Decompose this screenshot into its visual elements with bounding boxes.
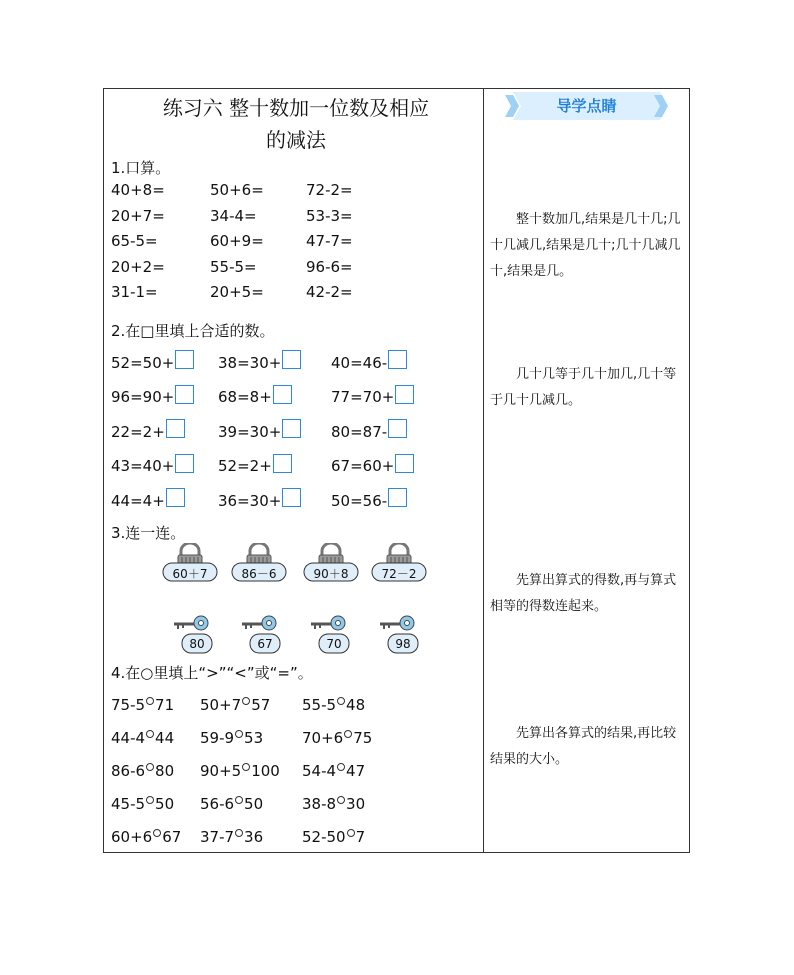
compare-left: 45-5 xyxy=(111,795,146,813)
fill-box-expression: 96=90+ xyxy=(111,388,175,406)
compare-item xyxy=(200,696,270,714)
answer-box[interactable] xyxy=(166,419,185,438)
answer-box[interactable] xyxy=(175,454,194,473)
lock-expression: 60＋7 xyxy=(172,567,208,581)
compare-item xyxy=(111,696,174,714)
compare-circle[interactable] xyxy=(235,829,243,837)
answer-box[interactable] xyxy=(282,350,301,369)
oral-calc-item: 60+9= xyxy=(210,232,264,250)
key-number: 67 xyxy=(257,637,273,651)
answer-box[interactable] xyxy=(166,488,185,507)
fill-box-expression: 22=2+ xyxy=(111,422,165,441)
fill-box-item xyxy=(331,353,407,372)
compare-item xyxy=(111,729,174,747)
answer-box[interactable] xyxy=(273,454,292,473)
compare-right: 80 xyxy=(155,762,175,780)
fill-box-expression: 43=40+ xyxy=(111,457,175,475)
answer-box[interactable] xyxy=(282,419,301,438)
oral-calc-item: 20+2= xyxy=(111,257,165,276)
oral-calc-item: 42-2= xyxy=(306,283,353,301)
compare-right: 30 xyxy=(346,795,366,813)
answer-box[interactable] xyxy=(282,488,301,507)
compare-item xyxy=(200,762,280,780)
compare-left: 37-7 xyxy=(200,828,235,846)
fill-box-item xyxy=(331,491,407,510)
answer-box[interactable] xyxy=(395,454,414,473)
oral-calc-item: 65-5= xyxy=(111,232,158,250)
oral-calc-item: 34-4= xyxy=(210,206,257,225)
compare-circle[interactable] xyxy=(146,763,154,771)
compare-right: 36 xyxy=(244,828,264,846)
guide-banner-title: 导学点睛 xyxy=(556,97,617,115)
compare-left: 44-4 xyxy=(111,729,146,747)
compare-left: 56-6 xyxy=(200,795,235,813)
fill-box-expression: 38=30+ xyxy=(218,353,282,372)
compare-circle[interactable] xyxy=(235,796,243,804)
key-number: 80 xyxy=(189,637,205,651)
compare-item xyxy=(111,762,174,780)
fill-box-expression: 44=4+ xyxy=(111,491,165,510)
compare-circle[interactable] xyxy=(344,730,352,738)
compare-item xyxy=(302,795,365,813)
fill-box-item xyxy=(218,388,292,407)
title-line-2: 的减法 xyxy=(266,128,326,152)
compare-left: 90+5 xyxy=(200,762,242,780)
lock-expression: 86－6 xyxy=(241,567,277,581)
tip-2: 几十几等于几十加几,几十等于几十几减几。 xyxy=(490,367,677,408)
fill-box-item xyxy=(331,388,414,407)
key-number: 70 xyxy=(326,637,342,651)
title-line-1: 练习六 整十数加一位数及相应 xyxy=(162,96,430,120)
fill-box-expression: 39=30+ xyxy=(218,422,282,441)
oral-calc-item: 40+8= xyxy=(111,181,165,199)
compare-circle[interactable] xyxy=(337,796,345,804)
compare-item xyxy=(302,762,365,780)
section2-heading: 2.在□里填上合适的数。 xyxy=(111,322,275,340)
compare-left: 55-5 xyxy=(302,696,337,714)
fill-box-item xyxy=(331,457,414,476)
key-number: 98 xyxy=(395,637,411,651)
compare-left: 54-4 xyxy=(302,762,337,780)
fill-box-item xyxy=(218,491,301,510)
compare-circle[interactable] xyxy=(235,730,243,738)
compare-right: 48 xyxy=(346,696,366,714)
fill-box-expression: 52=50+ xyxy=(111,353,175,372)
section3-heading: 3.连一连。 xyxy=(111,524,186,542)
compare-item xyxy=(302,828,365,846)
fill-box-expression: 40=46- xyxy=(331,353,388,372)
oral-calc-item: 20+5= xyxy=(210,283,264,301)
answer-box[interactable] xyxy=(175,350,194,369)
compare-item xyxy=(302,729,372,747)
compare-right: 75 xyxy=(353,729,373,747)
compare-circle[interactable] xyxy=(337,763,345,771)
answer-box[interactable] xyxy=(273,385,292,404)
fill-box-item xyxy=(111,422,185,441)
fill-box-expression: 67=60+ xyxy=(331,457,395,475)
compare-circle[interactable] xyxy=(153,829,161,837)
compare-left: 60+6 xyxy=(111,828,153,846)
answer-box[interactable] xyxy=(175,385,194,404)
oral-calc-item: 53-3= xyxy=(306,206,353,225)
compare-right: 50 xyxy=(244,795,264,813)
answer-box[interactable] xyxy=(388,350,407,369)
fill-box-expression: 52=2+ xyxy=(218,457,272,475)
fill-box-item xyxy=(218,422,301,441)
compare-left: 59-9 xyxy=(200,729,235,747)
answer-box[interactable] xyxy=(395,385,414,404)
compare-circle[interactable] xyxy=(146,730,154,738)
compare-left: 50+7 xyxy=(200,696,242,714)
compare-right: 67 xyxy=(162,828,182,846)
fill-box-item xyxy=(111,353,194,372)
fill-box-item xyxy=(111,491,185,510)
compare-left: 38-8 xyxy=(302,795,337,813)
compare-circle[interactable] xyxy=(242,697,250,705)
lock-expression: 72－2 xyxy=(381,567,417,581)
oral-calc-item: 31-1= xyxy=(111,283,158,301)
oral-calc-item: 72-2= xyxy=(306,181,353,199)
compare-item xyxy=(111,828,181,846)
fill-box-item xyxy=(218,353,301,372)
compare-right: 71 xyxy=(155,696,175,714)
compare-item xyxy=(200,795,263,813)
compare-item xyxy=(111,795,174,813)
column-divider xyxy=(483,88,484,853)
section1-heading: 1.口算。 xyxy=(111,159,171,177)
compare-left: 75-5 xyxy=(111,696,146,714)
compare-left: 70+6 xyxy=(302,729,344,747)
fill-box-expression: 36=30+ xyxy=(218,491,282,510)
compare-right: 47 xyxy=(346,762,366,780)
compare-left: 52-50 xyxy=(302,828,346,846)
fill-box-expression: 80=87- xyxy=(331,422,388,441)
compare-circle[interactable] xyxy=(146,796,154,804)
answer-box[interactable] xyxy=(388,488,407,507)
compare-right: 50 xyxy=(155,795,175,813)
compare-circle[interactable] xyxy=(337,697,345,705)
oral-calc-item: 50+6= xyxy=(210,181,264,199)
lock-expression: 90＋8 xyxy=(313,567,349,581)
compare-circle[interactable] xyxy=(347,829,355,837)
oral-calc-item: 96-6= xyxy=(306,257,353,276)
fill-box-item xyxy=(111,388,194,407)
compare-left: 86-6 xyxy=(111,762,146,780)
tip-4: 先算出各算式的结果,再比较结果的大小。 xyxy=(490,726,677,767)
compare-item xyxy=(302,696,365,714)
compare-right: 7 xyxy=(355,828,366,846)
answer-box[interactable] xyxy=(388,419,407,438)
compare-item xyxy=(200,729,263,747)
tip-1: 整十数加几,结果是几十几;几十几减几,结果是几十;几十几减几十,结果是几。 xyxy=(490,212,681,279)
compare-item xyxy=(200,828,263,846)
section4-heading: 4.在○里填上“>”“<”或“=”。 xyxy=(111,664,313,682)
fill-box-item xyxy=(331,422,407,441)
oral-calc-item: 55-5= xyxy=(210,257,257,276)
compare-circle[interactable] xyxy=(146,697,154,705)
compare-right: 44 xyxy=(155,729,175,747)
fill-box-expression: 50=56- xyxy=(331,491,388,510)
tip-3: 先算出算式的得数,再与算式相等的得数连起来。 xyxy=(490,573,677,614)
fill-box-item xyxy=(218,457,292,476)
compare-right: 100 xyxy=(251,762,280,780)
compare-circle[interactable] xyxy=(242,763,250,771)
fill-box-expression: 68=8+ xyxy=(218,388,272,406)
fill-box-expression: 77=70+ xyxy=(331,388,395,406)
compare-right: 53 xyxy=(244,729,264,747)
compare-right: 57 xyxy=(251,696,271,714)
oral-calc-item: 20+7= xyxy=(111,206,165,225)
fill-box-item xyxy=(111,457,194,476)
oral-calc-item: 47-7= xyxy=(306,232,353,250)
